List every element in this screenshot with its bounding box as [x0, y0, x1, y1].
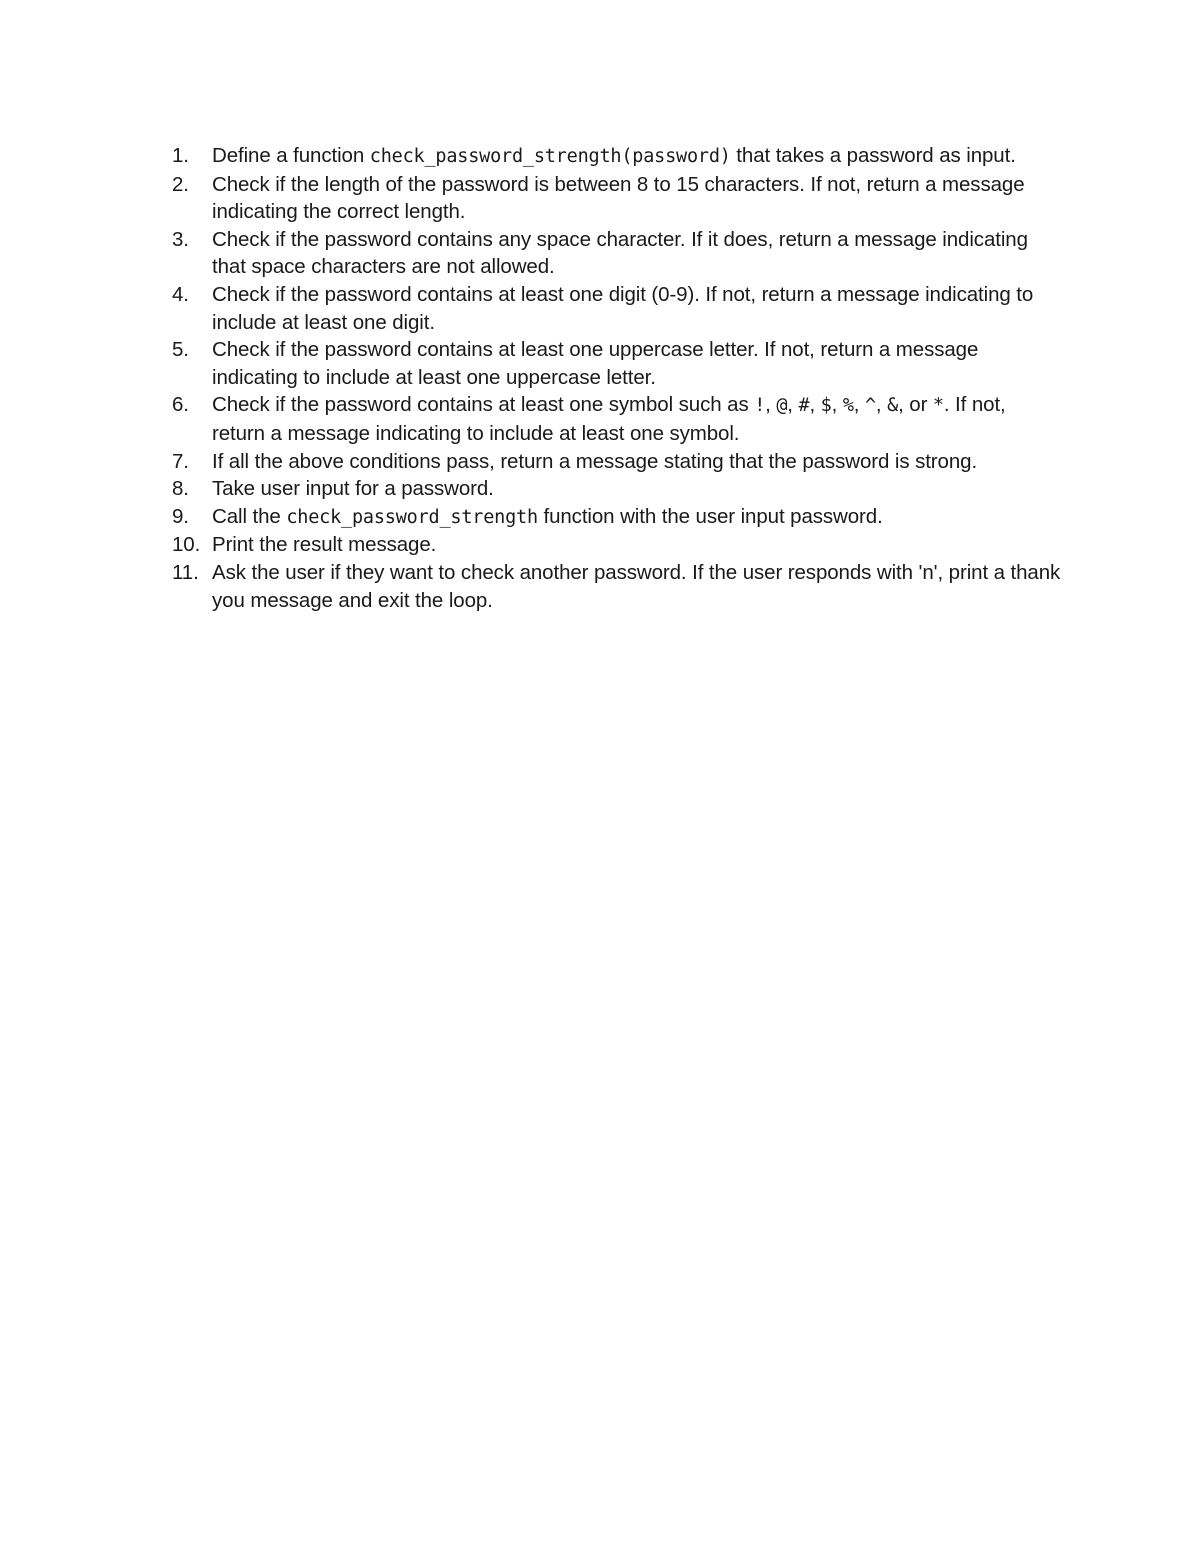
step-number: 4. [172, 282, 189, 306]
inline-code: ! [754, 395, 766, 417]
text-run: , [831, 393, 843, 417]
step-item [172, 226, 1062, 281]
text-run: that takes a password as input. [730, 144, 1016, 167]
step-item [172, 531, 1062, 559]
text-run: , [875, 393, 888, 417]
inline-code: % [842, 395, 854, 417]
inline-code: & [887, 395, 899, 417]
text-run: Call the [212, 504, 287, 528]
text-run: Check if the password contains at least one uppercase letter. If not, return a message indicating to include at least one uppercase letter. [212, 338, 979, 389]
step-number: 8. [172, 477, 189, 501]
step-text [212, 505, 883, 528]
text-run: function with the user input password. [537, 504, 883, 528]
step-number: 11. [172, 560, 199, 584]
step-number: 9. [172, 504, 189, 528]
step-item [172, 171, 1062, 226]
step-text [212, 228, 1028, 279]
text-run: , [809, 393, 821, 417]
step-item [172, 448, 1062, 476]
text-run: Ask the user if they want to check another password. If the user responds with 'n', print a thank you message and exit the loop. [212, 560, 1061, 612]
step-number: 6. [172, 393, 189, 417]
step-item [172, 391, 1062, 447]
step-text [212, 338, 978, 389]
step-number: 1. [172, 144, 189, 167]
step-number: 3. [172, 227, 189, 251]
text-run: Define a function [212, 144, 370, 167]
step-item [172, 475, 1062, 503]
text-run: Check if the length of the password is between 8 to 15 characters. If not, return a message indicating the correct length. [212, 172, 1025, 224]
step-text [212, 393, 1006, 445]
step-text [212, 561, 1060, 612]
inline-code: check_password_strength(password) [369, 146, 731, 167]
step-number: 10. [172, 533, 201, 557]
text-run: If all the above conditions pass, return a message stating that the password is strong. [212, 449, 978, 473]
inline-code: $ [820, 395, 832, 417]
step-item [172, 336, 1062, 391]
step-number: 2. [172, 172, 189, 196]
text-run: , or [898, 393, 933, 417]
step-item [172, 503, 1062, 532]
numbered-step-list [172, 142, 1062, 614]
step-text [212, 173, 1025, 224]
step-text [212, 144, 1016, 167]
inline-code: ^ [864, 395, 876, 417]
text-run: , [787, 393, 799, 417]
step-text [212, 450, 977, 473]
step-number: 5. [172, 338, 189, 362]
step-text [212, 477, 494, 500]
text-run: . If not, return a message indicating to include at least one symbol. [212, 393, 1006, 445]
step-number: 7. [172, 449, 189, 473]
inline-code: @ [776, 395, 788, 417]
text-run: Check if the password contains at least one digit (0-9). If not, return a message indicating to include at least one digit. [212, 282, 1034, 334]
text-run: Take user input for a password. [212, 477, 494, 501]
inline-code: * [932, 395, 944, 417]
step-text [212, 533, 436, 556]
text-run: Check if the password contains at least one symbol such as [212, 393, 755, 417]
inline-code: check_password_strength [286, 506, 538, 528]
step-item [172, 281, 1062, 336]
text-run: , [765, 393, 777, 417]
step-item [172, 142, 1062, 171]
text-run: Check if the password contains any space character. If it does, return a message indicating that space characters are not allowed. [212, 227, 1028, 279]
step-text [212, 283, 1033, 334]
text-run: Print the result message. [212, 533, 437, 557]
text-run: , [853, 393, 865, 417]
inline-code: # [798, 395, 810, 417]
step-item [172, 559, 1062, 614]
